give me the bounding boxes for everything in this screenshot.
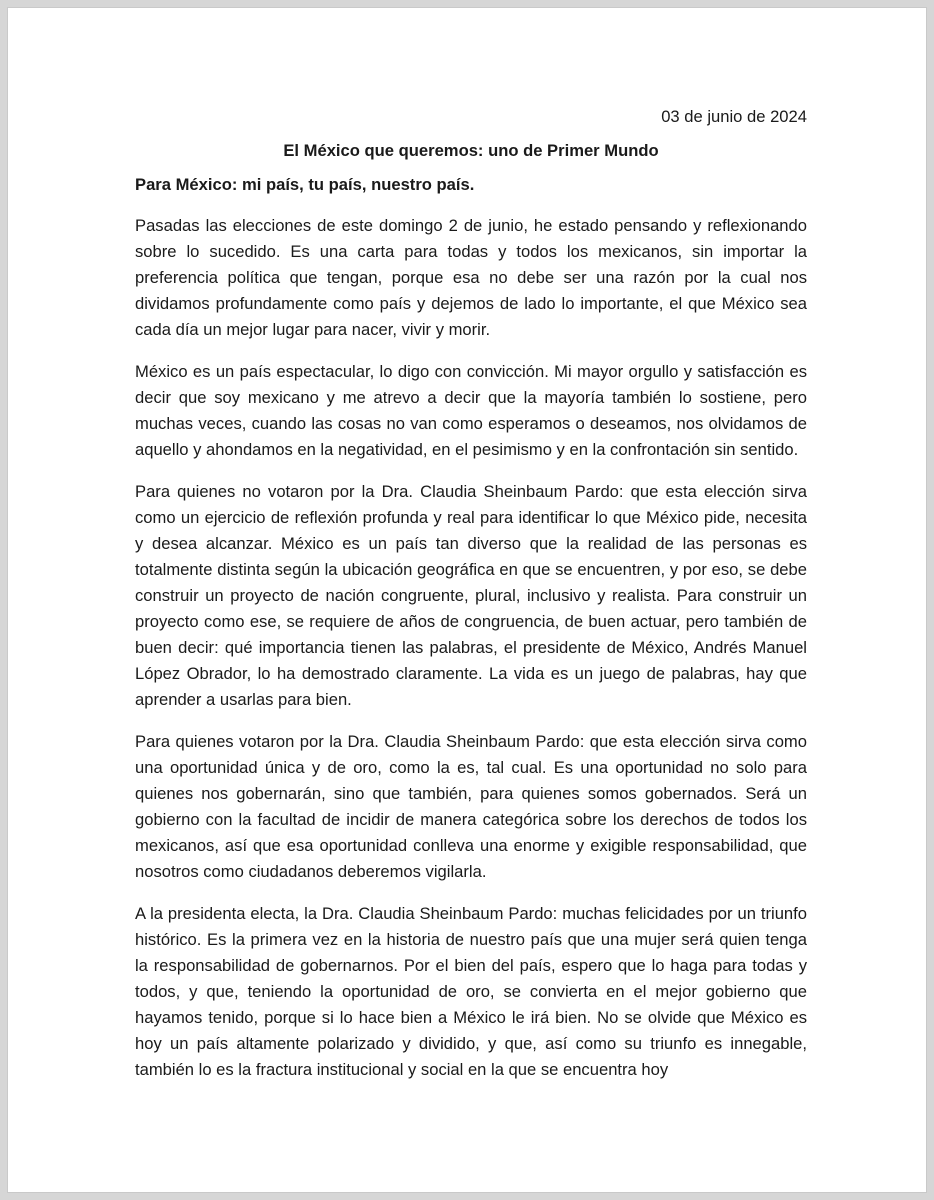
paragraph-mexico-pride: México es un país espectacular, lo digo con convicción. Mi mayor orgullo y satisfacción es decir que soy mexicano y me atrevo a decir que la mayoría también lo sostiene, pero muchas veces, cuando las cosas no van como esperamos o deseamos, nos olvidamos de aquello y ahondamos en la negatividad, en el pesimismo y en la confrontación sin sentido. (135, 362, 807, 459)
paragraph-president-elect: A la presidenta electa, la Dra. Claudia Sheinbaum Pardo: muchas felicidades por un triunfo histórico. Es la primera vez en la historia de nuestro país que una mujer será quien tenga la responsabilidad de gobernarnos. Por el bien del país, espero que lo haga para todas y todos, y que, teniendo la oportunidad de oro, se convierta en el mejor gobierno que hayamos tenido, porque si lo hace bien a México le irá bien. No se olvide que México es hoy un país altamente polarizado y dividido, y que, así como su triunfo es innegable, también lo es la fractura institucional y social en la que se encuentra hoy (135, 904, 807, 1079)
paragraph-intro: Pasadas las elecciones de este domingo 2 de junio, he estado pensando y reflexionando sobre lo sucedido. Es una carta para todas y todos los mexicanos, sin importar la preferencia política que tengan, porque esa no debe ser una razón por la cual nos dividamos profundamente como país y dejemos de lado lo importante, el que México sea cada día un mejor lugar para nacer, vivir y morir. (135, 216, 807, 339)
paragraph-voters: Para quienes votaron por la Dra. Claudia Sheinbaum Pardo: que esta elección sirva como una oportunidad única y de oro, como la es, tal cual. Es una oportunidad no solo para quienes nos gobernarán, sino que también, para quienes somos gobernados. Será un gobierno con la facultad de incidir de manera categórica sobre los derechos de todos los mexicanos, así que esa oportunidad conlleva una enorme y exigible responsabilidad, que nosotros como ciudadanos deberemos vigilarla. (135, 732, 807, 881)
document-page (8, 8, 926, 1192)
letter-body (135, 104, 807, 1099)
letter-greeting: Para México: mi país, tu país, nuestro país. (135, 175, 475, 194)
paragraph-non-voters: Para quienes no votaron por la Dra. Claudia Sheinbaum Pardo: que esta elección sirva como un ejercicio de reflexión profunda y real para identificar lo que México pide, necesita y desea alcanzar. México es un país tan diverso que la realidad de las personas es totalmente distinta según la ubicación geográfica en que se encuentren, y por eso, se debe construir un proyecto de nación congruente, plural, inclusivo y realista. Para construir un proyecto como ese, se requiere de años de congruencia, de buen actuar, pero también de buen decir: qué importancia tienen las palabras, el presidente de México, Andrés Manuel López Obrador, lo ha demostrado claramente. La vida es un juego de palabras, hay que aprender a usarlas para bien. (135, 482, 807, 709)
letter-title: El México que queremos: uno de Primer Mundo (283, 141, 659, 160)
letter-date: 03 de junio de 2024 (661, 107, 807, 126)
